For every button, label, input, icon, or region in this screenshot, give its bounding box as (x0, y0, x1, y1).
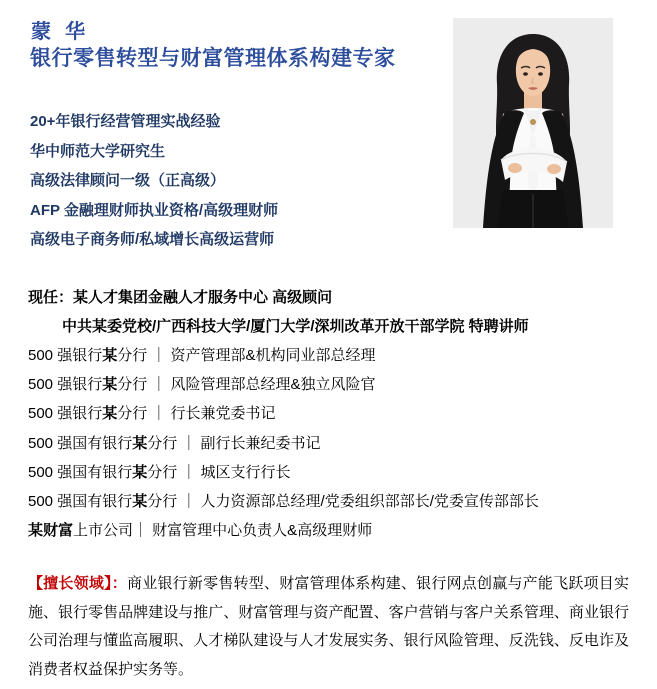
current-line-1 (28, 283, 529, 312)
portrait-illustration (453, 18, 613, 228)
current-positions (28, 283, 529, 341)
credential-item: 华中师范大学研究生 (30, 142, 166, 160)
person-title: 银行零售转型与财富管理体系构建专家 (30, 47, 396, 70)
expertise-label: 【擅长领域】： (28, 575, 128, 592)
current-role-2: 中共某委党校/广西科技大学/厦门大学/深圳改革开放干部学院 特聘讲师 (62, 318, 529, 335)
current-label: 现任： (28, 289, 74, 306)
profile-photo (453, 18, 613, 228)
career-row: 500 强银行某分行 ｜ 行长兼党委书记 (28, 405, 276, 423)
credential-item: 20+年银行经营管理实战经验 (30, 113, 221, 130)
expertise-body: 商业银行新零售转型、财富管理体系构建、银行网点创赢与产能飞跃项目实施、银行零售品牌建设与推广、财富管理与资产配置、客户营销与客户关系管理、商业银行公司治理与懂监高履职、人才梯队建设与人才发展实务、银行风险管理、反洗钱、反电诈及消费者权益保护实务等。 (28, 575, 629, 678)
career-row: 500 强银行某分行 ｜ 资产管理部&机构同业部总经理 (28, 347, 376, 364)
career-row: 500 强国有银行某分行 ｜ 副行长兼纪委书记 (28, 434, 321, 452)
credential-item: AFP 金融理财师执业资格/高级理财师 (30, 201, 279, 219)
career-row: 500 强银行某分行 ｜ 风险管理部总经理&独立风险官 (28, 376, 376, 394)
credential-item: 高级法律顾问一级（正高级） (30, 172, 226, 189)
current-line-2 (28, 312, 529, 341)
career-row: 500 强国有银行某分行 ｜ 人力资源部总经理/党委组织部部长/党委宣传部部长 (28, 492, 539, 510)
credential-item: 高级电子商务师/私域增长高级运营师 (30, 231, 275, 248)
career-history-list (28, 341, 539, 545)
expertise-paragraph (28, 570, 629, 684)
credentials-list (30, 107, 278, 255)
career-row: 某财富上市公司｜ 财富管理中心负责人&高级理财师 (28, 522, 373, 540)
career-row: 500 强国有银行某分行 ｜ 城区支行行长 (28, 463, 291, 481)
current-role-1: 某人才集团金融人才服务中心 高级顾问 (73, 289, 333, 306)
person-name: 蒙 华 (31, 21, 87, 43)
